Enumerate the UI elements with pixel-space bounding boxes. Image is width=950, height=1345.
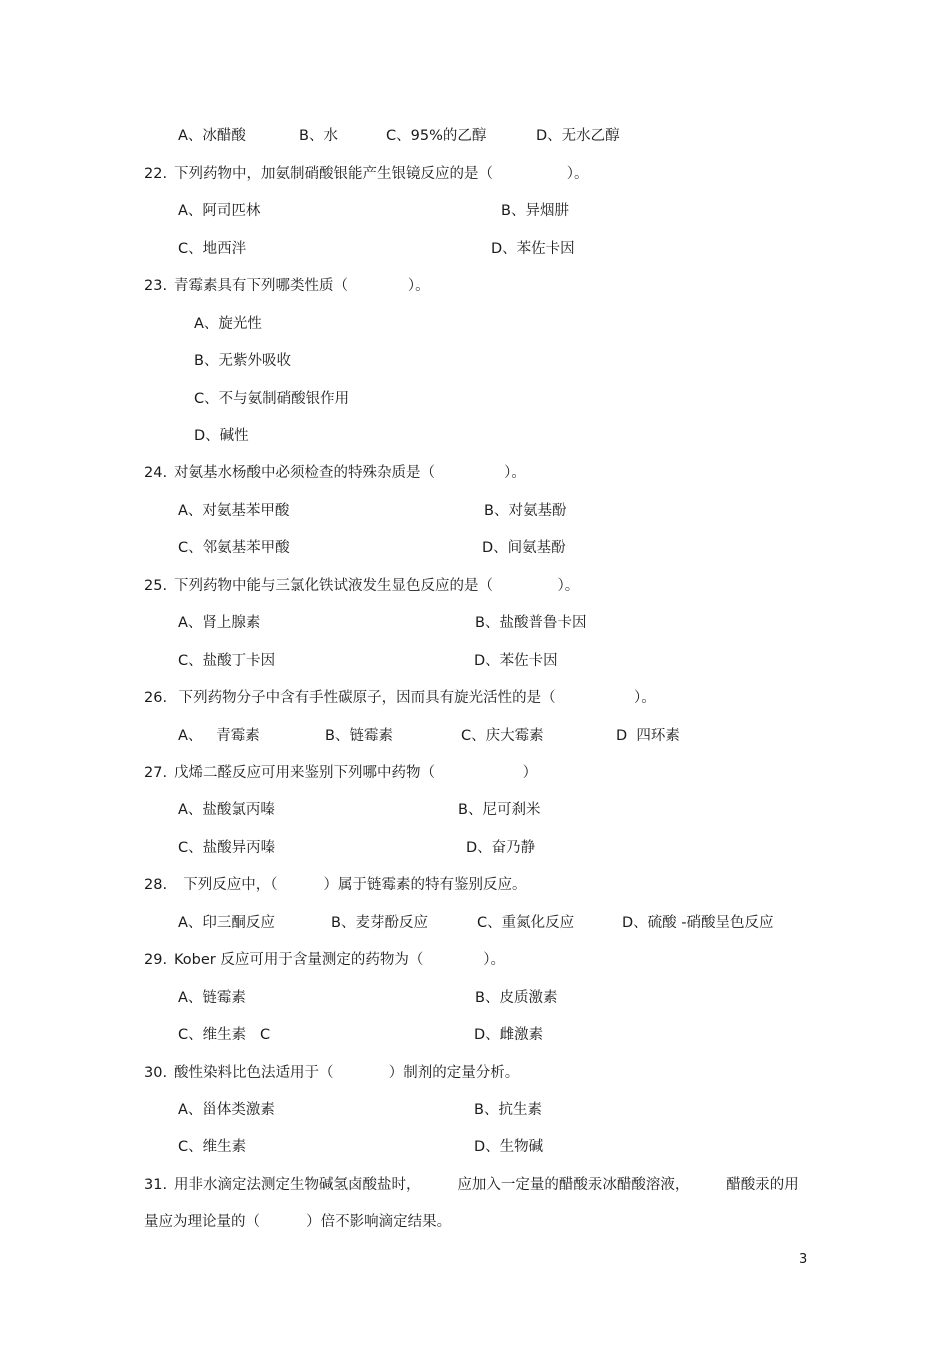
answer-option: D、生物碱 [474, 1139, 544, 1155]
answer-option: A、肾上腺素 [178, 615, 261, 631]
answer-option: D 四环素 [616, 728, 680, 744]
answer-option: A、链霉素 [178, 990, 246, 1006]
answer-option: B、对氨基酚 [484, 503, 567, 519]
answer-option: A、 青霉素 [178, 728, 260, 744]
question-text: 戊烯二醛反应可用来鉴别下列哪中药物（ ） [174, 765, 538, 781]
answer-option: 量应为理论量的（ ）倍不影响滴定结果。 [144, 1214, 452, 1230]
answer-option: A、对氨基苯甲酸 [178, 503, 290, 519]
answer-option: C、盐酸丁卡因 [178, 653, 276, 669]
answer-option: C、重氮化反应 [477, 915, 575, 931]
answer-option: C、庆大霉素 [461, 728, 544, 744]
question-text: 对氨基水杨酸中必须检查的特殊杂质是（ ）。 [174, 465, 526, 481]
answer-option: B、尼可刹米 [458, 802, 541, 818]
answer-option: C、95%的乙醇 [386, 128, 487, 144]
question-number: 26. [144, 690, 168, 706]
question-text: 酸性染料比色法适用于（ ）制剂的定量分析。 [174, 1065, 520, 1081]
answer-option: B、麦芽酚反应 [331, 915, 428, 931]
question-text: 下列药物分子中含有手性碳原子，因而具有旋光活性的是（ ）。 [174, 690, 656, 706]
question-number: 30. [144, 1065, 168, 1081]
answer-option: D、奋乃静 [466, 840, 536, 856]
question-text: 下列反应中，（ ）属于链霉素的特有鉴别反应。 [174, 877, 527, 893]
answer-option: D、雌激素 [474, 1027, 544, 1043]
question-number: 27. [144, 765, 168, 781]
answer-option: C、地西泮 [178, 241, 247, 257]
page-number: 3 [799, 1252, 808, 1267]
answer-option: B、异烟肼 [501, 203, 569, 219]
answer-option: D、无水乙醇 [536, 128, 620, 144]
answer-option: A、甾体类激素 [178, 1102, 275, 1118]
answer-option: D、硫酸 -硝酸呈色反应 [622, 915, 774, 931]
answer-option: A、旋光性 [194, 316, 262, 332]
answer-option: B、无紫外吸收 [194, 353, 291, 369]
answer-option: C、维生素 [178, 1139, 247, 1155]
answer-option: D、碱性 [194, 428, 249, 444]
answer-option: D、苯佐卡因 [474, 653, 558, 669]
answer-option: B、水 [299, 128, 338, 144]
answer-option: C、不与氨制硝酸银作用 [194, 391, 350, 407]
answer-option: A、冰醋酸 [178, 128, 246, 144]
question-text: 下列药物中能与三氯化铁试液发生显色反应的是（ ）。 [174, 578, 580, 594]
answer-option: D、间氨基酚 [482, 540, 566, 556]
answer-option: D、苯佐卡因 [491, 241, 575, 257]
question-text: 下列药物中，加氨制硝酸银能产生银镜反应的是（ ）。 [174, 166, 589, 182]
question-number: 31. [144, 1177, 168, 1193]
question-number: 25. [144, 578, 168, 594]
answer-option: C、盐酸异丙嗪 [178, 840, 276, 856]
answer-option: C、邻氨基苯甲酸 [178, 540, 290, 556]
answer-option: B、盐酸普鲁卡因 [475, 615, 587, 631]
question-text: 青霉素具有下列哪类性质（ ）。 [174, 278, 430, 294]
answer-option: B、抗生素 [474, 1102, 542, 1118]
question-number: 22. [144, 166, 168, 182]
answer-option: A、印三酮反应 [178, 915, 275, 931]
question-number: 23. [144, 278, 168, 294]
answer-option: C、维生素 C [178, 1027, 271, 1043]
question-text: 用非水滴定法测定生物碱氢卤酸盐时， 应加入一定量的醋酸汞冰醋酸溶液， 醋酸汞的用 [174, 1177, 799, 1193]
question-number: 28. [144, 877, 168, 893]
question-text: Kober 反应可用于含量测定的药物为（ ）。 [174, 952, 506, 968]
question-number: 24. [144, 465, 168, 481]
answer-option: B、皮质激素 [475, 990, 558, 1006]
question-number: 29. [144, 952, 168, 968]
answer-option: A、阿司匹林 [178, 203, 261, 219]
answer-option: A、盐酸氯丙嗪 [178, 802, 275, 818]
answer-option: B、链霉素 [325, 728, 393, 744]
